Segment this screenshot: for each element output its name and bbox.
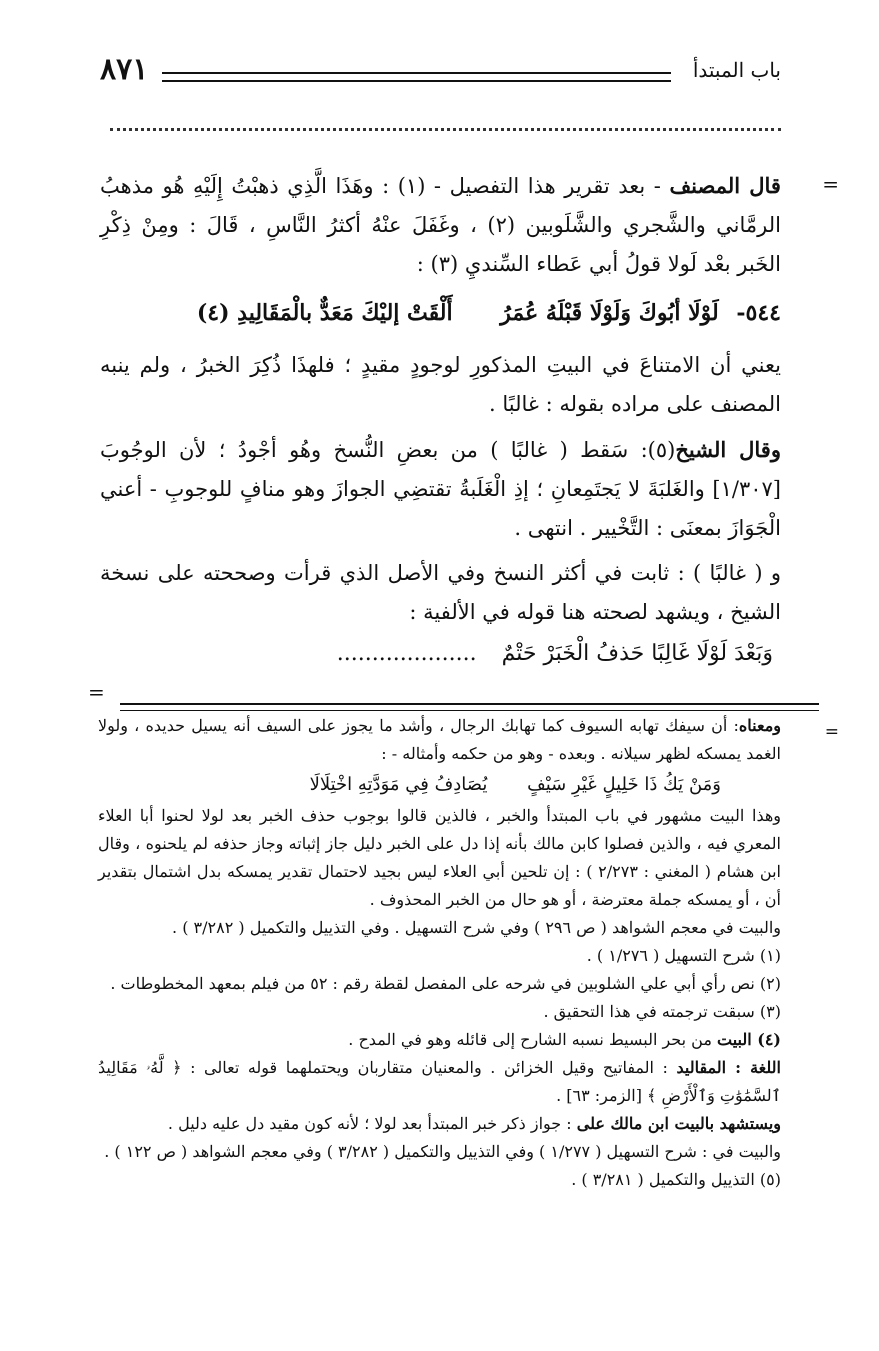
footnote-sources: والبيت في معجم الشواهد ( ص ٢٩٦ ) وفي شرح التسهيل . وفي التذييل والتكميل ( ٣/٢٨٢ ) . (172, 918, 781, 937)
footnote-istishhad (98, 1110, 781, 1138)
paragraph-3-lead: وقال الشيخ (675, 437, 781, 462)
verse-number: ٥٤٤- (736, 300, 781, 326)
footnotes (98, 712, 781, 1194)
footnote-3: (٣) سبقت ترجمته في هذا التحقيق . (543, 1002, 781, 1021)
paragraph-4: و ( غالبًا ) : ثابت في أكثر النسخ وفي الأصل الذي قرأت وصححته على نسخة الشيخ ، ويشهد لصحته هنا قوله في الألفية : (100, 561, 781, 624)
main-text (100, 166, 781, 676)
page-header (100, 52, 781, 96)
page-number: ٨٧١ (100, 52, 149, 87)
paragraph-1-lead: قال المصنف (669, 173, 781, 198)
verse-544 (100, 288, 781, 338)
footnote-1: (١) شرح التسهيل ( ١/٢٧٦ ) . (586, 946, 781, 965)
meaning-lead: ومعناه (738, 716, 781, 735)
footnote-lugha (98, 1054, 781, 1110)
istishhad-text: : جواز ذكر خبر المبتدأ بعد لولا ؛ لأنه كون مقيد دل عليه دليل . (167, 1114, 577, 1133)
paragraph-2: يعني أن الامتناعَ في البيتِ المذكورِ لوجودٍ مقيدٍ ؛ فلهذَا ذُكِرَ الخبرُ ، ولم ينبه المصنف على مراده بقوله : غالبًا . (100, 353, 781, 416)
paragraph-1-text: - بعد تقرير هذا التفصيل - (١) : وهَذَا الَّذِي ذهبْتُ إِلَيْهِ هُو مذهبُ الرمَّاني والشَّجري والشَّلَوبين (٢) ، وغَفَلَ عنْهُ أكثرُ النَّاسِ ، قَالَ : ومِنْ ذِكْرِ الخَبر بعْد لَولا قولُ أبي عَطاء السِّنديِ (٣) : (100, 174, 781, 276)
lugha-lead: اللغة : المقاليد (676, 1058, 781, 1077)
istishhad-lead: ويستشهد بالبيت ابن مالك على (576, 1114, 781, 1133)
continuation-mark: = (822, 172, 839, 196)
paragraph-3 (100, 430, 781, 548)
footnote-verse-second: يُصَادِفُ فِي مَوَدَّتِهِ اخْتِلَالَا (309, 774, 488, 795)
verse-second-hemistich: أَلْقَتْ إليْكَ مَعَدٌّ بالْمَقَالِيدِ (٤) (196, 300, 453, 326)
footnote-verse-first: وَمَنْ يَكُ ذَا خَلِيلٍ غَيْرِ سَيْفٍ (527, 774, 721, 795)
footnote-4 (98, 1026, 781, 1054)
footnote-separator (120, 703, 819, 711)
footnote-5: (٥) التذييل والتكميل ( ٣/٢٨١ ) . (571, 1170, 781, 1189)
footnote-bayt-sources: والبيت في : شرح التسهيل ( ١/٢٧٧ ) وفي التذييل والتكميل ( ٣/٢٨٢ ) وفي معجم الشواهد ( ص ١٢٢ ) . (104, 1142, 781, 1161)
paragraph-3-text: (٥): سَقط ( غالبًا ) من بعضِ النُّسخ وهُو أجْودُ ؛ لأن الوجُوبَ [١/٣٠٧] والغَلبَةَ لا يَجتَمِعانِ ؛ إذِ الْغَلَبةُ تقتضِي الجوازَ وهو منافٍ للوجوبِ - أعني الْجَوَازَ بمعنَى : التَّخْيير . انتهى . (100, 438, 781, 540)
footnote-4-lead: (٤) البيت (717, 1030, 781, 1049)
footnote-continuation-mark: = (824, 722, 839, 742)
footnote-verse (98, 768, 781, 802)
alfiya-dots: .................... (336, 641, 477, 666)
footnote-discussion: وهذا البيت مشهور في باب المبتدأ والخبر ، فالذين قالوا بوجوب حذف الخبر بعد لولا لحنوا أبا العلاء المعري فيه ، والذين فصلوا كابن مالك بأنه إذا دل على الخبر دليل جاز إثباته وجاز حذفه لم يلحنوه ، وقال ابن هشام ( المغني : ٢/٢٧٣ ) : إن تلحين أبي العلاء ليس بجيد لاحتمال تقدير يمسكه بدل اشتمال بتقدير أن ، أو يمسكه جملة معترضة ، أو هو حال من الخبر المحذوف . (98, 806, 781, 909)
alfiya-first: وَبَعْدَ لَوْلَا غَالِبًا حَذفُ الْخَبَرْ حَتْمٌ (501, 641, 773, 666)
meaning-text: : أن سيفك تهابه السيوف كما تهابك الرجال ، وأشد ما يجوز على السيف أنه يسيل حديده ، ولولا الغمد يمسكه لظهر سيلانه . وبعده - وهو من حكمه وأمثاله - : (98, 716, 781, 763)
section-title: باب المبتدأ (692, 58, 781, 82)
continuation-mark-left: = (88, 680, 105, 704)
dotted-divider (110, 128, 781, 131)
verse-first-hemistich: لَوْلَا أبُوكَ وَلَوْلَا قَبْلَهُ عُمَرُ (500, 300, 719, 326)
footnote-2: (٢) نص رأي أبي علي الشلوبين في شرحه على المفصل لقطة رقم : ٥٢ من فيلم بمعهد المخطوطات . (110, 974, 781, 993)
paragraph-1 (100, 166, 781, 284)
alfiya-verse (100, 632, 781, 676)
lugha-text: : المفاتيح وقيل الخزائن . والمعنيان متقاربان ويحتملهما قوله تعالى : ﴿ لَّهُۥ مَقَالِيدُ ٱلسَّمَٰوَٰتِ وَٱلْأَرْضِ ﴾ [الزمر: ٦٣] . (98, 1058, 781, 1105)
header-double-rule (162, 72, 671, 82)
footnote-meaning (98, 712, 781, 768)
footnote-4-text: من بحر البسيط نسبه الشارح إلى قائله وهو في المدح . (348, 1030, 717, 1049)
